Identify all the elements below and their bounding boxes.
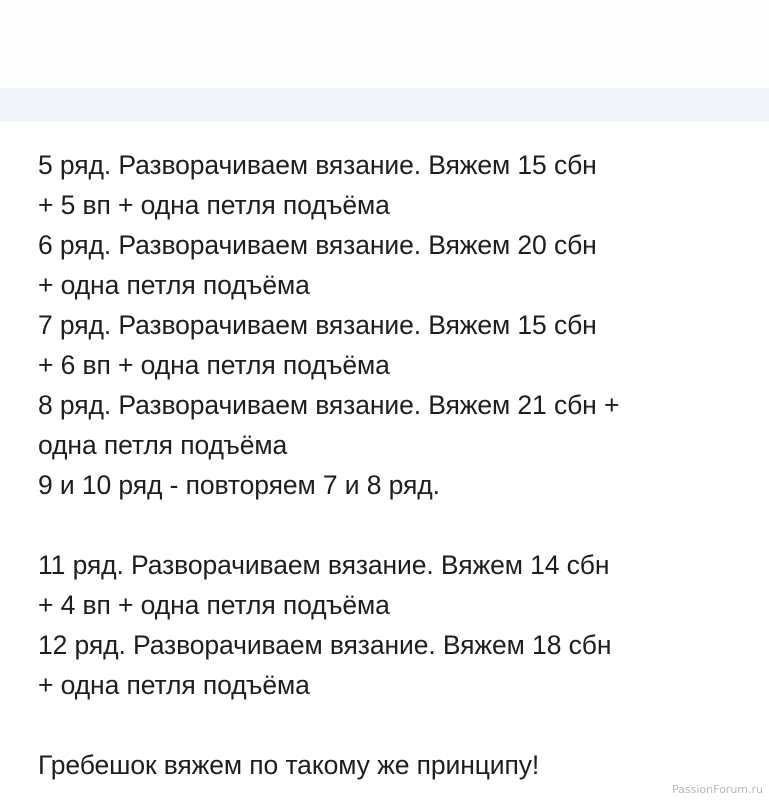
text-line: 8 ряд. Разворачиваем вязание. Вяжем 21 сбн + [38, 390, 620, 420]
text-line: 11 ряд. Разворачиваем вязание. Вяжем 14 сбн [38, 550, 610, 580]
paragraph-gap [38, 705, 758, 745]
text-line: 12 ряд. Разворачиваем вязание. Вяжем 18 сбн [38, 630, 612, 660]
watermark: PassionForum.ru [672, 783, 763, 796]
text-line: + 5 вп + одна петля подъёма [38, 190, 390, 220]
text-line: 6 ряд. Разворачиваем вязание. Вяжем 20 сбн [38, 230, 597, 260]
text-line: + одна петля подъёма [38, 670, 310, 700]
text-line: + 6 вп + одна петля подъёма [38, 350, 390, 380]
text-line: + 4 вп + одна петля подъёма [38, 590, 390, 620]
text-line: 5 ряд. Разворачиваем вязание. Вяжем 15 сбн [38, 150, 597, 180]
document-text [38, 145, 758, 785]
text-line: одна петля подъёма [38, 430, 288, 460]
header-band [0, 88, 769, 122]
paragraph-gap [38, 505, 758, 545]
text-line-closing: Гребешок вяжем по такому же принципу! [38, 750, 540, 780]
text-line: 7 ряд. Разворачиваем вязание. Вяжем 15 сбн [38, 310, 597, 340]
text-line: 9 и 10 ряд - повторяем 7 и 8 ряд. [38, 470, 440, 500]
top-blank-area [0, 0, 769, 88]
text-line: + одна петля подъёма [38, 270, 310, 300]
